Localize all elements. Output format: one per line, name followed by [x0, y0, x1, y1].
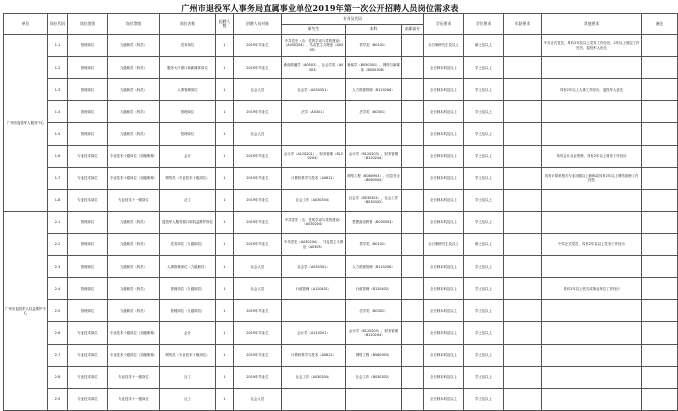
row-name: 人事管理岗位（九级职员） [160, 256, 216, 278]
row-other [542, 344, 642, 366]
row-other [542, 366, 642, 388]
row-code: 2-6 [48, 322, 68, 344]
row-master: 社会学（A030301） [282, 79, 346, 101]
row-degree: 学士及以上 [464, 211, 504, 233]
row-level: 专业技术十级岗位（初级职称） [108, 167, 160, 189]
row-education: 全日制本科及以上 [424, 57, 464, 79]
header-education: 学历要求 [424, 14, 464, 35]
table-row [4, 211, 678, 233]
row-category: 专业技术岗位 [68, 189, 108, 211]
row-code: 2-9 [48, 388, 68, 410]
header-count: 招聘人数 [216, 14, 234, 35]
row-code: 1-6 [48, 145, 68, 167]
row-target: 2019年毕业生 [234, 57, 282, 79]
row-degree: 学士及以上 [464, 278, 504, 300]
row-target: 2019年毕业生 [234, 167, 282, 189]
row-category: 管理岗位 [68, 79, 108, 101]
header-note: 备注 [642, 14, 678, 35]
row-education: 全日制本科及以上 [424, 344, 464, 366]
row-count: 1 [216, 101, 234, 123]
row-code: 1-4 [48, 101, 68, 123]
row-education: 全日制本科及以上 [424, 79, 464, 101]
row-education: 全日制本科及以上 [424, 256, 464, 278]
row-bachelor: 人力资源管理（B120206） [346, 79, 402, 101]
row-bachelor: 行政管理（B120402） [346, 278, 402, 300]
row-master [282, 388, 346, 410]
row-master: 会计学（A120201） [282, 322, 346, 344]
row-bachelor: 人力资源管理（B120206） [346, 256, 402, 278]
row-name: 服务大厅窗口和新媒体岗位 [160, 57, 216, 79]
row-code: 1-8 [48, 189, 68, 211]
row-master: 计算机科学与技术（A0812） [282, 167, 346, 189]
row-count: 1 [216, 145, 234, 167]
row-level: 专业技术十级岗位（初级职称） [108, 344, 160, 366]
row-master: 中共党史（A030204）、马克思主义理论（A0305） [282, 233, 346, 255]
row-name: 社工 [160, 189, 216, 211]
row-age [504, 101, 542, 123]
row-other [542, 256, 642, 278]
row-other [542, 189, 642, 211]
row-age [504, 79, 542, 101]
row-college [402, 145, 424, 167]
row-target: 2019年毕业生 [234, 189, 282, 211]
row-master: 行政管理（A120401） [282, 278, 346, 300]
row-level: 九级职员（科员） [108, 101, 160, 123]
table-row [4, 344, 678, 366]
row-category: 管理岗位 [68, 35, 108, 57]
row-age [504, 278, 542, 300]
header-level: 岗位等级 [108, 14, 160, 35]
row-college [402, 388, 424, 410]
row-bachelor: 会计学（B120203）、财务管理（B120204） [346, 322, 402, 344]
page-title: 广州市退役军人事务局直属事业单位2019年第一次公开招聘人员岗位需求表 [181, 3, 459, 13]
row-age [504, 211, 542, 233]
table-row [4, 123, 678, 145]
row-bachelor: 法学类（B0301） [346, 300, 402, 322]
row-education: 全日制本科及以上 [424, 211, 464, 233]
row-education: 全日制研究生及以上 [424, 35, 464, 57]
row-master: 中共党史（含：党的学说与党的建设）（A030204）、马克思主义理论（A0305） [282, 35, 346, 57]
row-education: 全日制本科及以上 [424, 123, 464, 145]
row-college [402, 300, 424, 322]
row-name: 管理岗位 [160, 101, 216, 123]
row-age [504, 366, 542, 388]
row-code: 2-7 [48, 344, 68, 366]
row-age [504, 57, 542, 79]
row-age [504, 35, 542, 57]
row-level: 九级职员（科员） [108, 278, 160, 300]
table-row [4, 145, 678, 167]
row-degree: 学士及以上 [464, 300, 504, 322]
row-note [642, 388, 678, 410]
row-category: 管理岗位 [68, 57, 108, 79]
header-college: 高职高专 [402, 25, 424, 35]
row-bachelor: 会计学（B120203）、财务管理（B120204） [346, 145, 402, 167]
row-category: 管理岗位 [68, 101, 108, 123]
row-code: 2-1 [48, 211, 68, 233]
row-education: 全日制本科及以上 [424, 278, 464, 300]
row-master: 法学（A0301） [282, 101, 346, 123]
row-other [542, 211, 642, 233]
row-degree: 学士及以上 [464, 388, 504, 410]
row-target: 社会人员 [234, 79, 282, 101]
row-master [282, 123, 346, 145]
row-master: 社会学（A030301） [282, 256, 346, 278]
row-count: 1 [216, 388, 234, 410]
row-other [542, 57, 642, 79]
row-other [542, 123, 642, 145]
row-degree: 硕士及以上 [464, 233, 504, 255]
row-note [642, 300, 678, 322]
row-name: 网络员（专业技术十级岗位） [160, 167, 216, 189]
table-row [4, 256, 678, 278]
row-category: 专业技术岗位 [68, 366, 108, 388]
row-master [282, 300, 346, 322]
row-other: 具有2年以上人事工作经历，退役军人优先 [542, 79, 642, 101]
table-row [4, 322, 678, 344]
row-category: 管理岗位 [68, 300, 108, 322]
table-row [4, 388, 678, 410]
recruitment-table [3, 13, 678, 411]
row-count: 1 [216, 344, 234, 366]
row-college [402, 123, 424, 145]
row-note [642, 123, 678, 145]
row-master: 社会工作（A030304） [282, 189, 346, 211]
row-note [642, 79, 678, 101]
row-other: 中共正式党员，具有2年及以上党务工作经历 [542, 233, 642, 255]
row-college [402, 189, 424, 211]
row-degree: 学士及以上 [464, 123, 504, 145]
row-master: 计算机科学与技术（A0812） [282, 344, 346, 366]
unit-name: 广州市退役军人服务中心 [4, 35, 48, 212]
row-note [642, 366, 678, 388]
header-unit: 单位 [4, 14, 48, 35]
row-degree: 学士及以上 [464, 79, 504, 101]
row-age [504, 300, 542, 322]
table-row [4, 189, 678, 211]
row-note [642, 35, 678, 57]
table-row [4, 35, 678, 57]
table-row [4, 79, 678, 101]
row-name: 社工 [160, 366, 216, 388]
row-level: 九级职员（科员） [108, 300, 160, 322]
row-degree: 学士及以上 [464, 322, 504, 344]
row-name: 管理岗位（九级职员） [160, 278, 216, 300]
row-age [504, 167, 542, 189]
header-degree: 学位要求 [464, 14, 504, 35]
row-target: 2019年毕业生 [234, 211, 282, 233]
row-count: 1 [216, 366, 234, 388]
header-other: 其他要求 [542, 14, 642, 35]
row-bachelor: 法学类（B0301） [346, 101, 402, 123]
row-college [402, 322, 424, 344]
row-category: 专业技术岗位 [68, 388, 108, 410]
row-category: 管理岗位 [68, 278, 108, 300]
row-education: 全日制本科及以上 [424, 322, 464, 344]
row-degree: 学士及以上 [464, 256, 504, 278]
row-level: 九级职员（科员） [108, 123, 160, 145]
row-education: 全日制本科及以上 [424, 300, 464, 322]
row-count: 1 [216, 233, 234, 255]
row-other: 具有会计从业资格，具有2年以上财务工作经历 [542, 145, 642, 167]
row-master: 社会工作（A030304） [282, 366, 346, 388]
row-target: 社会人员 [234, 256, 282, 278]
header-master: 研究生 [282, 25, 346, 35]
row-count: 1 [216, 189, 234, 211]
row-level: 九级职员（科员） [108, 256, 160, 278]
row-age [504, 189, 542, 211]
table-row [4, 366, 678, 388]
row-note [642, 278, 678, 300]
row-category: 管理岗位 [68, 256, 108, 278]
row-code: 1-5 [48, 123, 68, 145]
header-bachelor: 本科 [346, 25, 402, 35]
row-target: 2019年毕业生 [234, 35, 282, 57]
row-college [402, 344, 424, 366]
row-code: 1-1 [48, 35, 68, 57]
row-education: 全日制本科及以上 [424, 388, 464, 410]
row-code: 2-8 [48, 366, 68, 388]
row-name: 退役军人服务窗口和权益维护岗位 [160, 211, 216, 233]
row-target: 2019年毕业生 [234, 300, 282, 322]
row-note [642, 167, 678, 189]
table-row [4, 167, 678, 189]
row-age [504, 256, 542, 278]
row-degree: 学士及以上 [464, 101, 504, 123]
row-level: 九级职员（科员） [108, 233, 160, 255]
row-note [642, 256, 678, 278]
row-age [504, 123, 542, 145]
row-target: 2019年毕业生 [234, 322, 282, 344]
row-code: 1-7 [48, 167, 68, 189]
table-row [4, 101, 678, 123]
row-degree: 学士及以上 [464, 167, 504, 189]
row-count: 1 [216, 278, 234, 300]
row-count: 1 [216, 35, 234, 57]
row-age [504, 344, 542, 366]
row-other [542, 322, 642, 344]
row-count: 1 [216, 256, 234, 278]
row-target: 2019年毕业生 [234, 233, 282, 255]
row-count: 1 [216, 57, 234, 79]
row-college [402, 256, 424, 278]
table-body [4, 35, 678, 411]
row-education: 全日制本科及以上 [424, 167, 464, 189]
row-target: 社会人员 [234, 123, 282, 145]
row-bachelor [346, 123, 402, 145]
row-category: 专业技术岗位 [68, 322, 108, 344]
row-count: 1 [216, 300, 234, 322]
header-category: 岗位类别 [68, 14, 108, 35]
row-level: 专业技术十一级岗位 [108, 388, 160, 410]
row-code: 2-3 [48, 256, 68, 278]
row-other: 具有计算机相关专业初级以上职称或具有2年以上网络管理工作经验 [542, 167, 642, 189]
row-category: 管理岗位 [68, 123, 108, 145]
row-name: 会计 [160, 145, 216, 167]
row-college [402, 366, 424, 388]
row-education: 全日制本科及以上 [424, 366, 464, 388]
row-level: 九级职员（科员） [108, 35, 160, 57]
table-row [4, 57, 678, 79]
row-bachelor: 新闻学（B050301）、网络与新媒体（B050306） [346, 57, 402, 79]
table-header [4, 14, 678, 35]
row-level: 九级职员（科员） [108, 57, 160, 79]
row-target: 2019年毕业生 [234, 344, 282, 366]
table-row [4, 278, 678, 300]
row-note [642, 322, 678, 344]
row-category: 专业技术岗位 [68, 344, 108, 366]
row-other [542, 300, 642, 322]
row-count: 1 [216, 79, 234, 101]
row-code: 1-2 [48, 57, 68, 79]
row-note [642, 145, 678, 167]
row-name: 会计 [160, 322, 216, 344]
table-row [4, 300, 678, 322]
row-college [402, 278, 424, 300]
row-degree: 硕士及以上 [464, 35, 504, 57]
row-count: 1 [216, 167, 234, 189]
row-name: 党务岗位（九级职员） [160, 233, 216, 255]
row-target: 2019年毕业生 [234, 101, 282, 123]
row-category: 专业技术岗位 [68, 145, 108, 167]
row-bachelor: 网络工程（B080903）、信息安全（B080904） [346, 167, 402, 189]
row-bachelor [346, 388, 402, 410]
row-level: 九级职员（科员） [108, 79, 160, 101]
row-bachelor: 社会工作（B030302） [346, 366, 402, 388]
row-bachelor: 社会学（B030301）、社会工作（B030302） [346, 189, 402, 211]
row-education: 全日制研究生及以上 [424, 233, 464, 255]
row-bachelor: 哲学类（B0101） [346, 233, 402, 255]
row-other: 中共正式党员，具有2年及以上党务工作经历，2年以上基层工作经历，退役军人优先 [542, 35, 642, 57]
row-degree: 学士及以上 [464, 344, 504, 366]
row-college [402, 233, 424, 255]
row-other: 具有2年以上机关或事业单位工作经历 [542, 278, 642, 300]
row-code: 2-5 [48, 300, 68, 322]
row-age [504, 388, 542, 410]
row-college [402, 211, 424, 233]
row-target: 2019年毕业生 [234, 145, 282, 167]
row-note [642, 57, 678, 79]
header-target: 招聘人员对象 [234, 14, 282, 35]
row-age [504, 145, 542, 167]
row-master: 中共党史（含：党的学说与党的建设）（A030204） [282, 211, 346, 233]
row-age [504, 322, 542, 344]
row-count: 1 [216, 211, 234, 233]
row-level: 专业技术十一级岗位 [108, 189, 160, 211]
row-education: 全日制本科及以上 [424, 101, 464, 123]
row-category: 管理岗位 [68, 211, 108, 233]
row-name: 管理岗位 [160, 123, 216, 145]
row-name: 党务岗位 [160, 35, 216, 57]
row-degree: 学士及以上 [464, 57, 504, 79]
row-note [642, 101, 678, 123]
row-name: 人事管理岗位 [160, 79, 216, 101]
row-degree: 学士及以上 [464, 189, 504, 211]
row-bachelor: 哲学类（B0101） [346, 35, 402, 57]
row-college [402, 101, 424, 123]
row-code: 2-4 [48, 278, 68, 300]
row-note [642, 344, 678, 366]
row-degree: 学士及以上 [464, 145, 504, 167]
row-master: 新闻传播学（A0503）、社会学类（A0303） [282, 57, 346, 79]
row-name: 管理岗位（九级职员） [160, 300, 216, 322]
unit-name: 广州市退役军人权益维护中心 [4, 211, 48, 410]
row-level: 专业技术十级岗位（初级职称） [108, 145, 160, 167]
row-degree: 学士及以上 [464, 366, 504, 388]
table-row [4, 233, 678, 255]
row-other [542, 101, 642, 123]
row-note [642, 211, 678, 233]
row-college [402, 57, 424, 79]
row-bachelor: 思想政治教育（B030503） [346, 211, 402, 233]
row-age [504, 233, 542, 255]
row-level: 专业技术十级岗位（初级职称） [108, 322, 160, 344]
row-note [642, 189, 678, 211]
row-bachelor: 网络工程（B080903） [346, 344, 402, 366]
header-name: 岗位名称 [160, 14, 216, 35]
row-count: 1 [216, 123, 234, 145]
row-target: 2019年毕业生 [234, 366, 282, 388]
row-level: 九级职员（科员） [108, 211, 160, 233]
row-college [402, 167, 424, 189]
row-level: 专业技术十一级岗位 [108, 366, 160, 388]
row-name: 社工 [160, 388, 216, 410]
row-count: 1 [216, 322, 234, 344]
row-education: 全日制本科及以上 [424, 189, 464, 211]
header-age: 年龄要求 [504, 14, 542, 35]
row-college [402, 35, 424, 57]
row-target: 社会人员 [234, 388, 282, 410]
row-education: 全日制本科及以上 [424, 145, 464, 167]
row-category: 专业技术岗位 [68, 167, 108, 189]
row-note [642, 233, 678, 255]
row-target: 社会人员 [234, 278, 282, 300]
row-college [402, 79, 424, 101]
row-code: 1-3 [48, 79, 68, 101]
row-code: 2-2 [48, 233, 68, 255]
row-name: 网络员（专业技术十级岗位） [160, 344, 216, 366]
row-category: 管理岗位 [68, 233, 108, 255]
header-code: 岗位代码 [48, 14, 68, 35]
row-other [542, 388, 642, 410]
header-major-group: 专业及代码 [282, 14, 424, 25]
row-master: 会计学（A120201）、财务管理（B120204） [282, 145, 346, 167]
